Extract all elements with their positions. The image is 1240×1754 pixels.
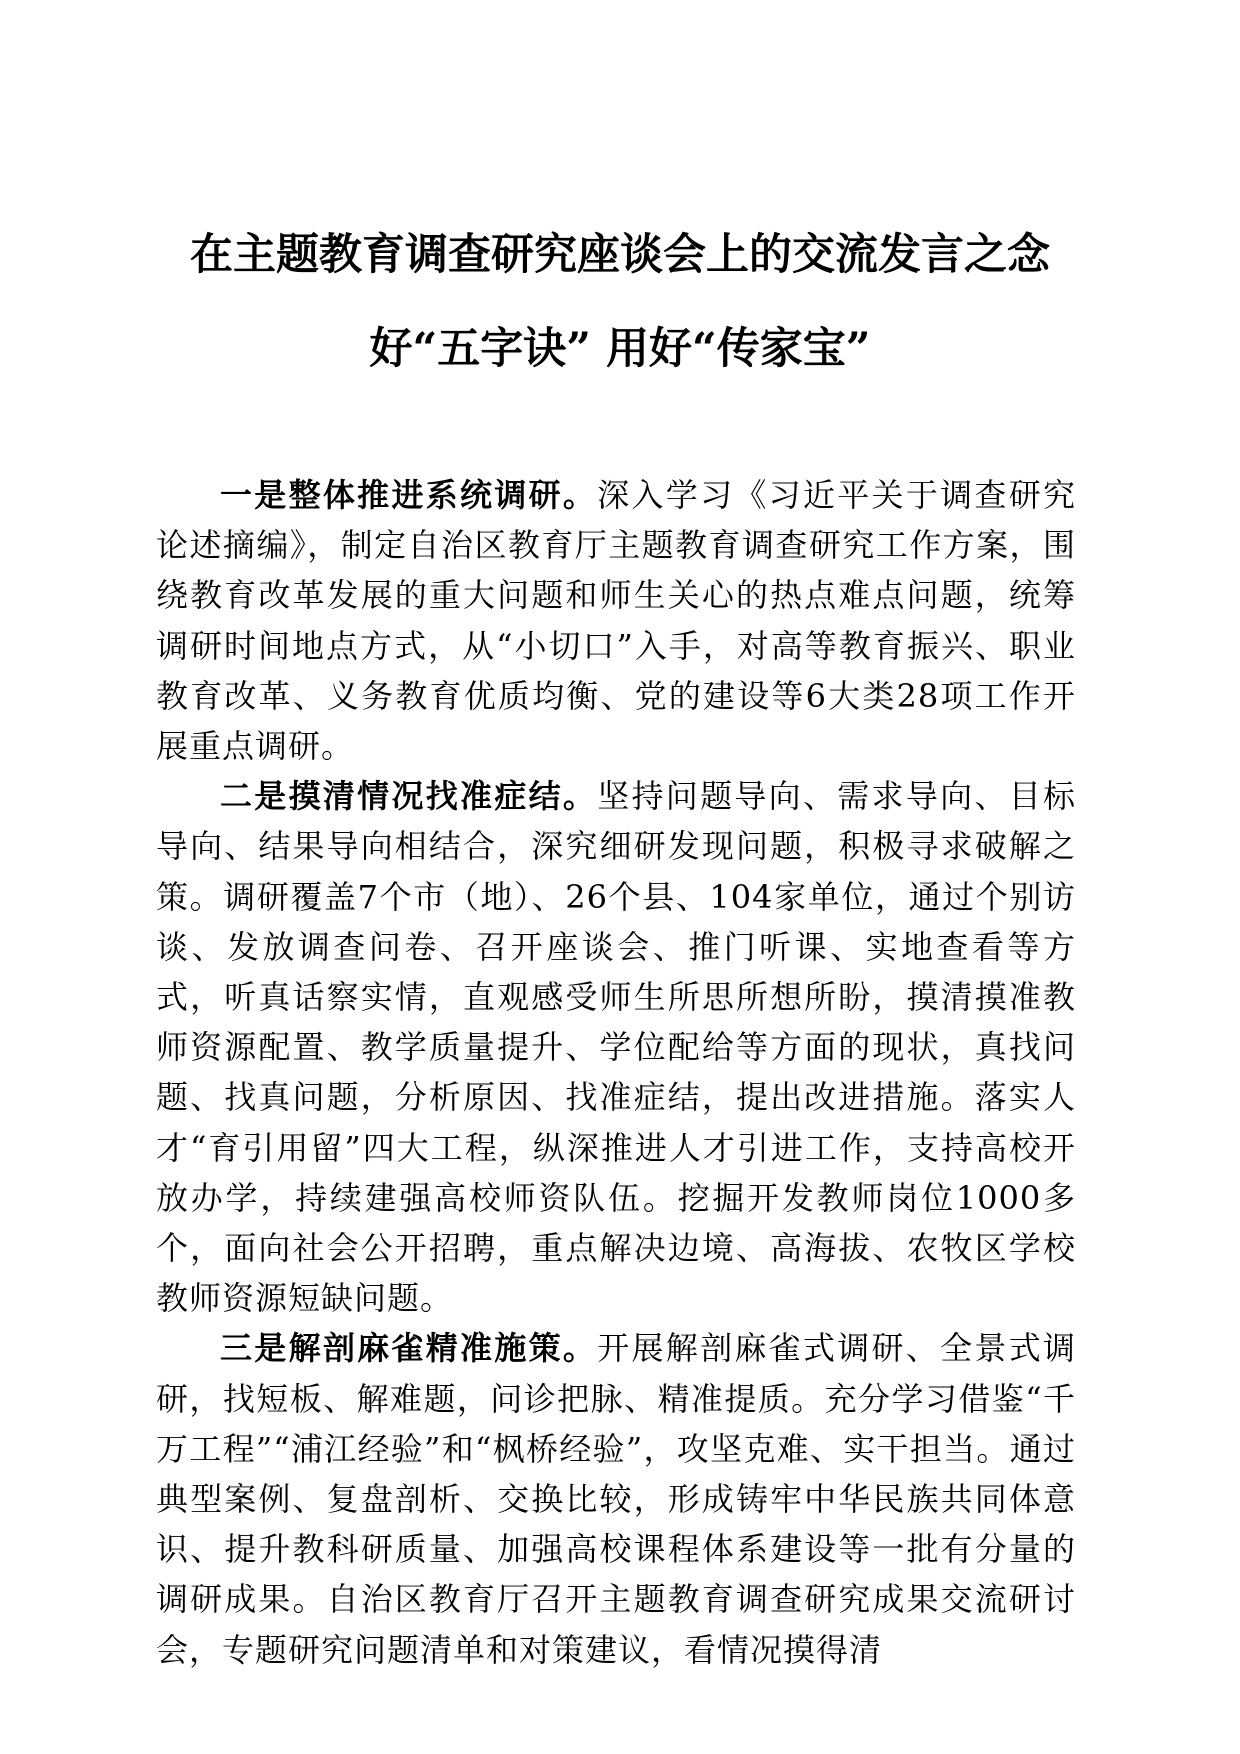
paragraph-3-lead: 三是解剖麻雀精准施策。 bbox=[220, 1329, 598, 1368]
paragraph-2-lead: 二是摸清情况找准症结。 bbox=[220, 777, 598, 816]
paragraph-2 bbox=[156, 771, 1076, 1323]
paragraph-1-lead: 一是整体推进系统调研。 bbox=[220, 476, 598, 514]
document-body bbox=[156, 470, 1076, 1675]
paragraph-2-text: 坚持问题导向、需求导向、目标导向、结果导向相结合，深究细研发现问题，积极寻求破解之策。调研覆盖7个市（地）、26个县、104家单位，通过个别访谈、发放调查问卷、召开座谈会、推门听课、实地查看等方式，听真话察实情，直观感受师生所思所想所盼，摸清摸准教师资源配置、教学质量提升、学位配给等方面的现状，真找问题、找真问题，分析原因、找准症结，提出改进措施。落实人才“育引用留”四大工程，纵深推进人才引进工作，支持高校开放办学，持续建强高校师资队伍。挖掘开发教师岗位1000多个，面向社会公开招聘，重点解决边境、高海拔、农牧区学校教师资源短缺问题。 bbox=[156, 777, 1076, 1318]
paragraph-3-text: 开展解剖麻雀式调研、全景式调研，找短板、解难题，问诊把脉、精准提质。充分学习借鉴“千万工程”“浦江经验”和“枫桥经验”，攻坚克难、实干担当。通过典型案例、复盘剖析、交换比较，形成铸牢中华民族共同体意识、提升教科研质量、加强高校课程体系建设等一批有分量的调研成果。自治区教育厅召开主题教育调查研究成果交流研讨会，专题研究问题清单和对策建议，看情况摸得清 bbox=[156, 1329, 1076, 1669]
paragraph-1 bbox=[156, 470, 1076, 771]
document-title-line-2: 好“五字诀” 用好“传家宝” bbox=[369, 324, 871, 374]
paragraph-1-text: 深入学习《习近平关于调查研究论述摘编》，制定自治区教育厅主题教育调查研究工作方案，围绕教育改革发展的重大问题和师生关心的热点难点问题，统筹调研时间地点方式，从“小切口”入手，对高等教育振兴、职业教育改革、义务教育优质均衡、党的建设等6大类28项工作开展重点调研。 bbox=[156, 476, 1076, 766]
paragraph-3 bbox=[156, 1323, 1076, 1674]
document-title-line-1: 在主题教育调查研究座谈会上的交流发言之念 bbox=[190, 230, 1050, 280]
